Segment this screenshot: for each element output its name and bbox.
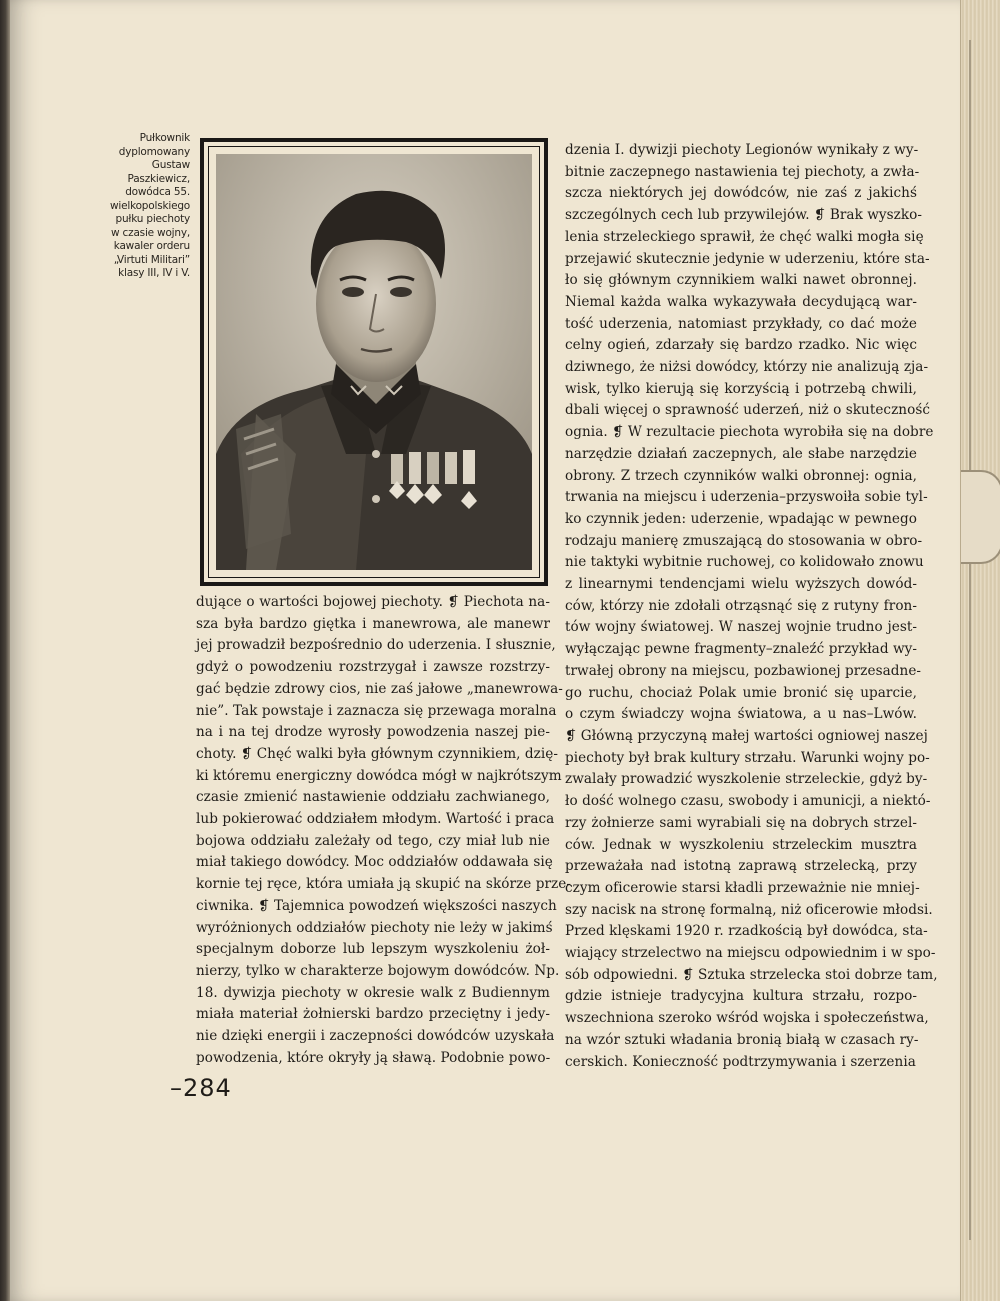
caption-line: kawaler orderu — [113, 240, 190, 252]
text-line: gdyż o powodzeniu rozstrzygał i zawsze rozstrzy- — [196, 659, 550, 676]
portrait-frame — [200, 138, 548, 586]
text-line: dujące o wartości bojowej piechoty. ❡ Piechota na- — [196, 594, 550, 610]
text-line: 18. dywizja piechoty w okresie walk z Budiennym — [196, 984, 550, 1001]
text-line: dbali więcej o sprawność uderzeń, niż o skuteczność — [565, 402, 931, 419]
page-stack-line — [969, 40, 971, 1240]
text-line: Niemal każda walka wykazywała decydującą war- — [565, 293, 917, 310]
text-line: trwałej obrony na miejscu, pozbawionej przesadne- — [565, 662, 922, 679]
text-line: przeważała nad istotną zaprawą strzelecką, przy — [565, 858, 917, 875]
text-line: dziwnego, że niżsi dowódcy, którzy nie analizują zja- — [565, 359, 929, 376]
caption-line: Pułkownik — [139, 132, 190, 144]
text-line: na wzór sztuki władania bronią białą w czasach ry- — [565, 1031, 919, 1048]
text-line: miała materiał żołnierski bardzo przeciętny i jedy- — [196, 1006, 550, 1023]
text-line: nie taktyki wybitnie ruchowej, co kolidowało znowu — [565, 554, 924, 571]
text-line: bitnie zaczepnego nastawienia tej piechoty, a zwła- — [565, 163, 920, 180]
text-line: bojowa oddziału zależały od tego, czy miał lub nie — [196, 832, 550, 849]
text-column-left — [196, 592, 571, 1069]
text-line: go ruchu, chociaż Polak umie bronić się uparcie, — [565, 684, 917, 701]
text-line: ognia. ❡ W rezultacie piechota wyrobiła się na dobre — [565, 424, 934, 441]
text-line: wyłączając pewne fragmenty–znaleźć przykład wy- — [565, 641, 918, 658]
caption-line: dowódca 55. — [125, 186, 190, 198]
text-line: ❡ Główną przyczyną małej wartości ogniowej naszej — [565, 727, 928, 744]
text-line: choty. ❡ Chęć walki była głównym czynnikiem, dzię- — [196, 745, 558, 762]
text-line: wyróżnionych oddziałów piechoty nie leży w jakimś — [196, 919, 553, 936]
caption-line: pułku piechoty — [115, 213, 190, 225]
text-line: powodzenia, które okryły ją sławą. Podobnie powo- — [196, 1049, 551, 1066]
text-line: dzenia I. dywizji piechoty Legionów wynikały z wy- — [565, 142, 919, 158]
text-line: czym oficerowie starsi kładli przeważnie nie mniej- — [565, 879, 920, 896]
text-line: sza była bardzo giętka i manewrowa, ale manewr — [196, 615, 550, 632]
text-line: przejawić skutecznie jedynie w uderzeniu, które sta- — [565, 250, 930, 267]
text-line: wszechniona szeroko wśród wojska i społeczeństwa, — [565, 1010, 929, 1027]
text-line: nie dzięki energii i zaczepności dowódców uzyskała — [196, 1028, 555, 1045]
text-line: piechoty był brak kultury strzału. Warunki wojny po- — [565, 749, 930, 766]
text-line: Przed klęskami 1920 r. rzadkością był dowódca, sta- — [565, 923, 928, 940]
text-line: specjalnym doborze lub lepszym wyszkoleniu żoł- — [196, 941, 550, 958]
text-line: wisk, tylko kierują się korzyścią i potrzebą chwili, — [565, 380, 917, 397]
photo-caption — [110, 132, 190, 281]
caption-line: w czasie wojny, — [111, 226, 190, 239]
text-line: narzędzie działań zaczepnych, ale słabe narzędzie — [565, 445, 917, 462]
bookmark-tab — [961, 470, 1000, 564]
text-line: o czym świadczy wojna światowa, a u nas–Lwów. — [565, 706, 917, 723]
text-line: czasie zmienić nastawienie oddziału zachwianego, — [196, 789, 550, 806]
text-line: ki któremu energiczny dowódca mógł w najkrótszym — [196, 767, 562, 784]
text-line: kornie tej ręce, która umiała ją skupić na skórze prze- — [196, 876, 571, 893]
text-line: celny ogień, zdarzały się bardzo rzadko. Nic więc — [565, 337, 917, 354]
text-line: gdzie istnieje tradycyjna kultura strzału, rozpo- — [565, 988, 917, 1005]
caption-line: Gustaw — [151, 159, 190, 171]
text-column-right — [565, 140, 938, 1073]
text-line: zwalały prowadzić wyszkolenie strzeleckie, gdyż by- — [565, 771, 928, 788]
text-line: trwania na miejscu i uderzenia–przyswoiła sobie tyl- — [565, 489, 928, 506]
text-line: tów wojny światowej. W naszej wojnie trudno jest- — [565, 619, 917, 636]
text-line: tość uderzenia, natomiast przykłady, co dać może — [565, 315, 917, 332]
page-stack-edge — [960, 0, 1000, 1301]
text-line: miał takiego dowódcy. Moc oddziałów oddawała się — [196, 854, 553, 871]
text-line: obrony. Z trzech czynników walki obronnej: ognia, — [565, 467, 917, 484]
text-line: ców, którzy nie zdołali otrząsnąć się z rutyny fron- — [565, 597, 917, 614]
caption-line: „Virtuti Militari” — [113, 253, 190, 266]
text-line: lenia strzeleckiego sprawił, że chęć walki mogła się — [565, 228, 924, 245]
caption-line: klasy III, IV i V. — [118, 267, 190, 279]
text-line: ło się głównym czynnikiem walki nawet obronnej. — [565, 272, 917, 289]
text-line: ko czynnik jeden: uderzenie, wpadając w pewnego — [565, 510, 917, 527]
text-line: na i na tej drodze wyrosły powodzenia naszej pie- — [196, 724, 550, 741]
officer-portrait-illustration — [216, 154, 532, 570]
text-line: gać będzie zdrowy cios, nie zaś jałowe „manewrowa- — [196, 680, 563, 697]
text-line: lub pokierować oddziałem młodym. Wartość i praca — [196, 811, 555, 828]
caption-line: dyplomowany — [118, 145, 190, 158]
text-line: nie”. Tak powstaje i zaznacza się przewaga moralna — [196, 702, 557, 719]
page-number: –284 — [170, 1074, 232, 1102]
text-line: rzy żołnierze sami wyrabiali się na dobrych strzel- — [565, 814, 917, 831]
text-line: szcza niektórych jej dowódców, nie zaś z jakichś — [565, 185, 917, 202]
portrait-photo — [216, 154, 532, 570]
caption-line: wielkopolskiego — [110, 199, 191, 212]
book-page — [10, 0, 972, 1301]
text-line: wiający strzelectwo na miejscu odpowiednim i w spo- — [565, 945, 936, 962]
text-line: sób odpowiedni. ❡ Sztuka strzelecka stoi dobrze tam, — [565, 966, 938, 983]
text-line: szczególnych cech lub przywilejów. ❡ Brak wyszko- — [565, 207, 923, 224]
text-line: jej prowadził bezpośrednio do uderzenia. I słusznie, — [196, 637, 556, 654]
text-line: ło dość wolnego czasu, swobody i amunicji, a niektó- — [565, 793, 931, 810]
text-line: rodzaju manierę zmuszającą do stosowania w obro- — [565, 532, 923, 549]
text-line: ców. Jednak w wyszkoleniu strzeleckim musztra — [565, 836, 917, 853]
text-line: z linearnymi tendencjami wielu wyższych dowód- — [565, 576, 917, 593]
text-line: szy nacisk na stronę formalną, niż oficerowie młodsi. — [565, 901, 933, 918]
text-line: cerskich. Konieczność podtrzymywania i szerzenia — [565, 1053, 916, 1070]
text-line: nierzy, tylko w charakterze bojowym dowódców. Np. — [196, 962, 560, 979]
caption-line: Paszkiewicz, — [127, 172, 190, 185]
text-line: ciwnika. ❡ Tajemnica powodzeń większości naszych — [196, 897, 557, 914]
